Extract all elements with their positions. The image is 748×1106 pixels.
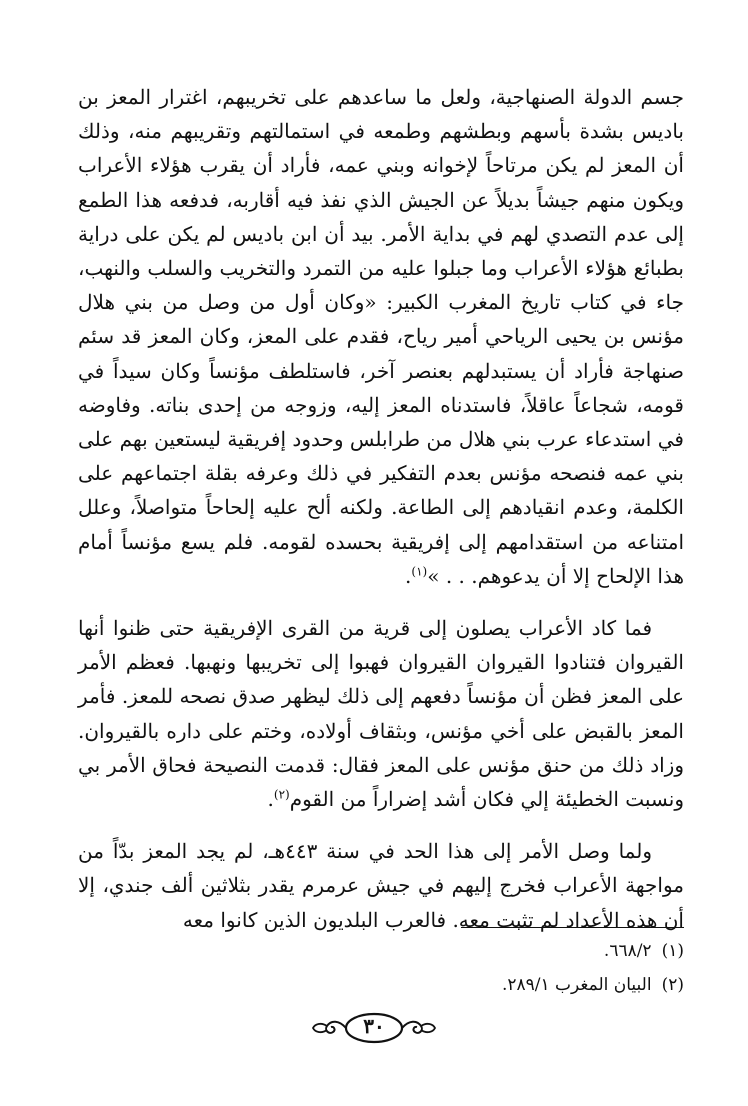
- paragraph-3: [78, 834, 684, 937]
- paragraph-2-text: فما كاد الأعراب يصلون إلى قرية من القرى الإفريقية حتى ظنوا أنها القيروان فتنادوا القيروان القيروان فهبوا إلى تخريبها ونهبها. فعظم الأمر على المعز فظن أن مؤنساً دفعهم إلى ذلك ليظهر صدق نصحه للمعز. فأمر المعز بالقبض على أخي مؤنس، وبثقاف أولاده، وختم على داره بالقيروان. وزاد ذلك من حنق مؤنس على المعز فقال: قدمت النصيحة فحاق الأمر بي ونسبت الخطيئة إلي فكان أشد إضراراً من القوم: [78, 616, 684, 812]
- main-text: [78, 80, 684, 937]
- footnote-2-text: البيان المغرب ٢٨٩/١.: [501, 975, 652, 995]
- footnote-ref-2: (٢): [273, 787, 290, 802]
- footnote-1: [78, 934, 684, 968]
- footnote-ref-1: (١): [411, 564, 428, 579]
- paragraph-1: جسم الدولة الصنهاجية، ولعل ما ساعدهم على تخريبهم، اغترار المعز بن باديس بشدة بأسهم وبطشهم وطمعه في استمالتهم وتقريبهم منه، وذلك أن المعز لم يكن مرتاحاً لإخوانه وبني عمه، فأراد أن يقرب هؤلاء الأعراب ويكون منهم جيشاً بديلاً عن الجيش الذي نفذ فيه أقاربه، فدفعه هذا الطمع إلى عدم التصدي لهم في بداية الأمر. بيد أن ابن باديس لم يكن على دراية بطبائع هؤلاء الأعراب وما جبلوا عليه من التمرد والتخريب والسلب والنهب، جاء في كتاب تاريخ المغرب الكبير: «وكان أول من وصل من بني هلال مؤنس بن يحيى الرياحي أمير رياح، فقدم على المعز، وكان المعز قد سئم صنهاجة فأراد أن يستبدلهم بعنصر آخر، فاستلطف مؤنساً وكان سيداً في قومه، شجاعاً عاقلاً، فاستدناه المعز إليه، وزوجه من إحدى بناته. وفاوضه في استدعاء عرب بني هلال من طرابلس وحدود إفريقية ليستعين بهم على بني عمه فنصحه مؤنس بعدم التفكير في ذلك وعرفه بقلة اجتماعهم على الكلمة، وعدم انقيادهم إلى الطاعة. ولكنه ألح عليه إلحاحاً متواصلاً، وعلل امتناعه من استقدامهم إلى إفريقية بحسده لقومه. فلم يسع مؤنساً أمام هذا الإلحاح إلا أن يدعوهم. . . »$^{(١)}$.: [78, 85, 684, 588]
- footnote-2: [78, 968, 684, 1002]
- footnote-2-number: (٢): [661, 975, 684, 995]
- paragraph-2: فما كاد الأعراب يصلون إلى قرية من القرى الإفريقية حتى ظنوا أنها القيروان فتنادوا القيروان القيروان فهبوا إلى تخريبها ونهبها. فعظم الأمر على المعز فظن أن مؤنساً دفعهم إلى ذلك ليظهر صدق نصحه للمعز. فأمر المعز بالقبض على أخي مؤنس، وبثقاف أولاده، وختم على داره بالقيروان. وزاد ذلك من حنق مؤنس على المعز فقال: قدمت النصيحة فحاق الأمر بي ونسبت الخطيئة إلي فكان أشد إضراراً من القوم$^{(٢)}$.: [78, 616, 684, 812]
- page-number: ٣٠: [363, 1014, 385, 1038]
- paragraph-3-text: ولما وصل الأمر إلى هذا الحد في سنة ٤٤٣هـ، لم يجد المعز بدّاً من مواجهة الأعراب فخرج إليهم في جيش عرمرم يقدر بثلاثين ألف جندي، إلا أن هذه الأعداد لم تثبت معه. فالعرب البلديون الذين كانوا معه: [78, 839, 684, 932]
- footnote-1-number: (١): [661, 941, 684, 961]
- paragraph-1-text: جسم الدولة الصنهاجية، ولعل ما ساعدهم على تخريبهم، اغترار المعز بن باديس بشدة بأسهم وبطشهم وطمعه في استمالتهم وتقريبهم منه، وذلك أن المعز لم يكن مرتاحاً لإخوانه وبني عمه، فأراد أن يقرب هؤلاء الأعراب ويكون منهم جيشاً بديلاً عن الجيش الذي نفذ فيه أقاربه، فدفعه هذا الطمع إلى عدم التصدي لهم في بداية الأمر. بيد أن ابن باديس لم يكن على دراية بطبائع هؤلاء الأعراب وما جبلوا عليه من التمرد والتخريب والسلب والنهب، جاء في كتاب تاريخ المغرب الكبير: «وكان أول من وصل من بني هلال مؤنس بن يحيى الرياحي أمير رياح، فقدم على المعز، وكان المعز قد سئم صنهاجة فأراد أن يستبدلهم بعنصر آخر، فاستلطف مؤنساً وكان سيداً في قومه، شجاعاً عاقلاً، فاستدناه المعز إليه، وزوجه من إحدى بناته. وفاوضه في استدعاء عرب بني هلال من طرابلس وحدود إفريقية ليستعين بهم على بني عمه فنصحه مؤنس بعدم التفكير في ذلك وعرفه بقلة اجتماعهم على الكلمة، وعدم انقيادهم إلى الطاعة. ولكنه ألح عليه إلحاحاً متواصلاً، وعلل امتناعه من استقدامهم إلى إفريقية بحسده لقومه. فلم يسع مؤنساً أمام هذا الإلحاح إلا أن يدعوهم. . . »: [78, 85, 684, 588]
- footnote-divider: [461, 927, 684, 928]
- footnotes: [78, 934, 684, 1002]
- footnote-1-text: ٦٦٨/٢.: [603, 941, 652, 961]
